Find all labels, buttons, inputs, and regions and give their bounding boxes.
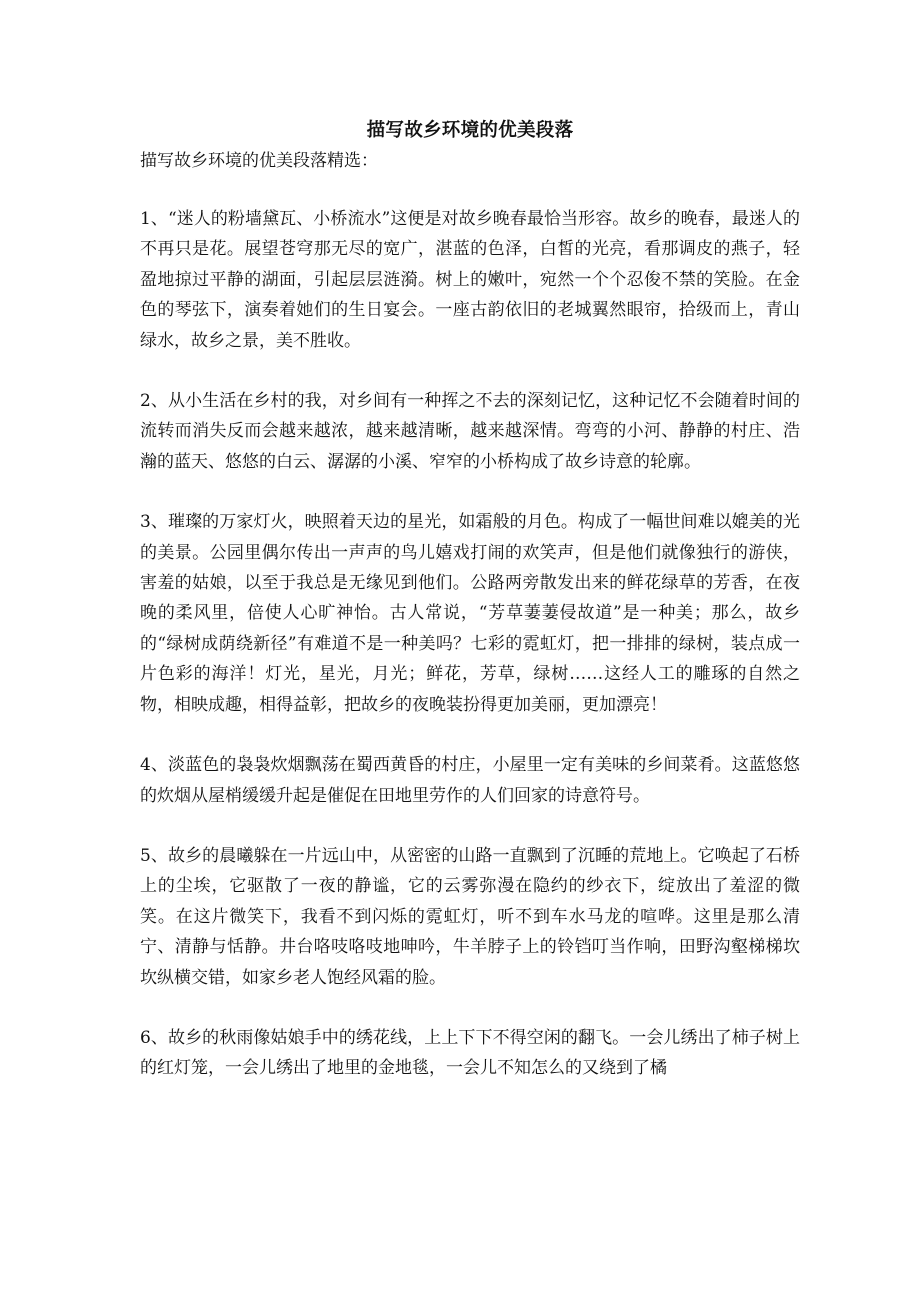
paragraph-5: 5、故乡的晨曦躲在一片远山中，从密密的山路一直飘到了沉睡的荒地上。它唤起了石桥上的尘埃，它驱散了一夜的静谧，它的云雾弥漫在隐约的纱衣下，绽放出了羞涩的微笑。在这片微笑下，我看不到闪烁的霓虹灯，听不到车水马龙的喧哗。这里是那么清宁、清静与恬静。井台咯吱咯吱地呻吟，牛羊脖子上的铃铛叮当作响，田野沟壑梯梯坎坎纵横交错，如家乡老人饱经风霜的脸。 (140, 845, 800, 988)
document-page (140, 0, 800, 1302)
document-subtitle: 描写故乡环境的优美段落精选： (140, 151, 378, 171)
document-title: 描写故乡环境的优美段落 (366, 120, 574, 141)
paragraph-3: 3、璀璨的万家灯火，映照着天边的星光，如霜般的月色。构成了一幅世间难以媲美的光的美景。公园里偶尔传出一声声的鸟儿嬉戏打闹的欢笑声，但是他们就像独行的游侠，害羞的姑娘，以至于我总是无缘见到他们。公路两旁散发出来的鲜花绿草的芳香，在夜晚的柔风里，倍使人心旷神怡。古人常说，“芳草萋萋侵故道”是一种美；那么，故乡的“绿树成荫绕新径”有难道不是一种美吗？七彩的霓虹灯，把一排排的绿树，装点成一片色彩的海洋！灯光，星光，月光；鲜花，芳草，绿树……这经人工的雕琢的自然之物，相映成趣，相得益彰，把故乡的夜晚装扮得更加美丽，更加漂亮！ (140, 512, 800, 715)
paragraph-1: 1、“迷人的粉墙黛瓦、小桥流水”这便是对故乡晚春最恰当形容。故乡的晚春，最迷人的不再只是花。展望苍穹那无尽的宽广，湛蓝的色泽，白皙的光亮，看那调皮的燕子，轻盈地掠过平静的湖面，引起层层涟漪。树上的嫩叶，宛然一个个忍俊不禁的笑脸。在金色的琴弦下，演奏着她们的生日宴会。一座古韵依旧的老城翼然眼帘，拾级而上，青山绿水，故乡之景，美不胜收。 (140, 209, 800, 351)
paragraph-6: 6、故乡的秋雨像姑娘手中的绣花线，上上下下不得空闲的翻飞。一会儿绣出了柿子树上的红灯笼，一会儿绣出了地里的金地毯，一会儿不知怎么的又绕到了橘 (140, 1027, 800, 1079)
paragraph-2: 2、从小生活在乡村的我，对乡间有一种挥之不去的深刻记忆，这种记忆不会随着时间的流转而消失反而会越来越浓，越来越清晰，越来越深情。弯弯的小河、静静的村庄、浩瀚的蓝天、悠悠的白云、潺潺的小溪、窄窄的小桥构成了故乡诗意的轮廓。 (140, 391, 800, 472)
paragraph-4: 4、淡蓝色的袅袅炊烟飘荡在蜀西黄昏的村庄，小屋里一定有美味的乡间菜肴。这蓝悠悠的炊烟从屋梢缓缓升起是催促在田地里劳作的人们回家的诗意符号。 (140, 755, 800, 806)
